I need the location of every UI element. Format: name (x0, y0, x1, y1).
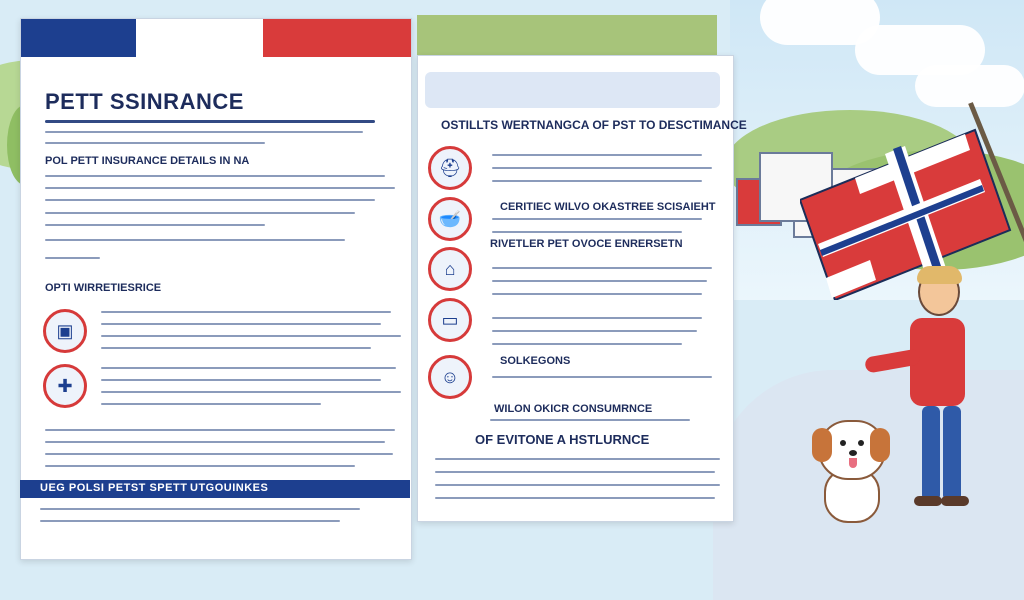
left-section-title-2: OPTI WIRRETIESRICE (45, 282, 162, 294)
text-line (45, 120, 375, 123)
red-header-band (263, 19, 411, 57)
person-legs-left (922, 406, 940, 501)
text-line (435, 497, 715, 499)
vet-icon: ⛑ (428, 146, 472, 190)
text-line (101, 391, 401, 393)
dog-eye-left (840, 440, 846, 446)
text-line (101, 379, 381, 381)
dog-ear-right (870, 428, 890, 462)
dog-eye-right (858, 440, 864, 446)
text-line (101, 311, 391, 313)
right-subtitle-3: SOLKEGONS (500, 355, 571, 367)
dog (812, 420, 892, 530)
right-bottom-heading: OF EVITONE A HSTLURNCE (475, 432, 650, 447)
text-line (490, 419, 690, 421)
text-line (40, 520, 340, 522)
text-line (45, 187, 395, 189)
left-doc-footer-label-2: UTGOUINKES (190, 482, 269, 494)
text-line (492, 167, 712, 169)
text-line (492, 154, 702, 156)
right-callout: WILON OKICR CONSUMRNCE (494, 403, 653, 415)
first-aid-icon: ✚ (43, 364, 87, 408)
dog-ear-left (812, 428, 832, 462)
person-shoe-left (914, 496, 942, 506)
text-line (45, 453, 393, 455)
text-line (492, 343, 682, 345)
person-shoe-right (941, 496, 969, 506)
right-doc-title: OSTILLTS WERTNANGCA OF PST TO DESCTIMANCE (441, 118, 747, 132)
left-doc-footer-label: UEG POLSI PETST SPETT (40, 482, 188, 494)
left-insurance-document (20, 18, 412, 560)
text-line (435, 458, 720, 460)
text-line (101, 323, 381, 325)
text-line (492, 376, 712, 378)
left-doc-title: PETT SSINRANCE (45, 89, 244, 114)
text-line (101, 403, 321, 405)
text-line (45, 224, 265, 226)
text-line (45, 131, 363, 133)
text-line (492, 280, 707, 282)
text-line (45, 212, 355, 214)
blue-header-band (21, 19, 136, 57)
text-line (45, 441, 385, 443)
dog-tongue (849, 458, 857, 468)
person-hair (917, 266, 962, 284)
text-line (45, 257, 100, 259)
text-line (45, 199, 375, 201)
text-line (45, 239, 345, 241)
text-line (492, 293, 702, 295)
right-subtitle-2: RIVETLER PET OVOCE ENRERSETN (490, 238, 683, 250)
pet-house-icon: ⌂ (428, 247, 472, 291)
text-line (492, 330, 697, 332)
cloud-3 (915, 65, 1024, 107)
text-line (45, 465, 355, 467)
text-line (435, 471, 715, 473)
text-line (101, 367, 396, 369)
text-line (435, 484, 720, 486)
text-line (45, 142, 265, 144)
text-line (492, 231, 682, 233)
pet-food-icon: 🥣 (428, 197, 472, 241)
person-legs-right (943, 406, 961, 501)
blue-header-pill (425, 72, 720, 108)
dog-icon: ▣ (43, 309, 87, 353)
pet-carrier-icon: ▭ (428, 298, 472, 342)
text-line (45, 175, 385, 177)
text-line (101, 335, 401, 337)
text-line (101, 347, 371, 349)
right-subtitle-1: CERITIEC WILVO OKASTREE SCISAIEHT (500, 201, 716, 213)
green-header-band (417, 15, 717, 57)
text-line (492, 180, 702, 182)
text-line (492, 267, 712, 269)
text-line (45, 429, 395, 431)
dog-nose (849, 450, 857, 456)
text-line (492, 317, 702, 319)
left-section-title-1: POL PETT INSURANCE DETAILS IN NA (45, 155, 250, 167)
pet-care-icon: ☺ (428, 355, 472, 399)
text-line (492, 218, 702, 220)
text-line (40, 508, 360, 510)
